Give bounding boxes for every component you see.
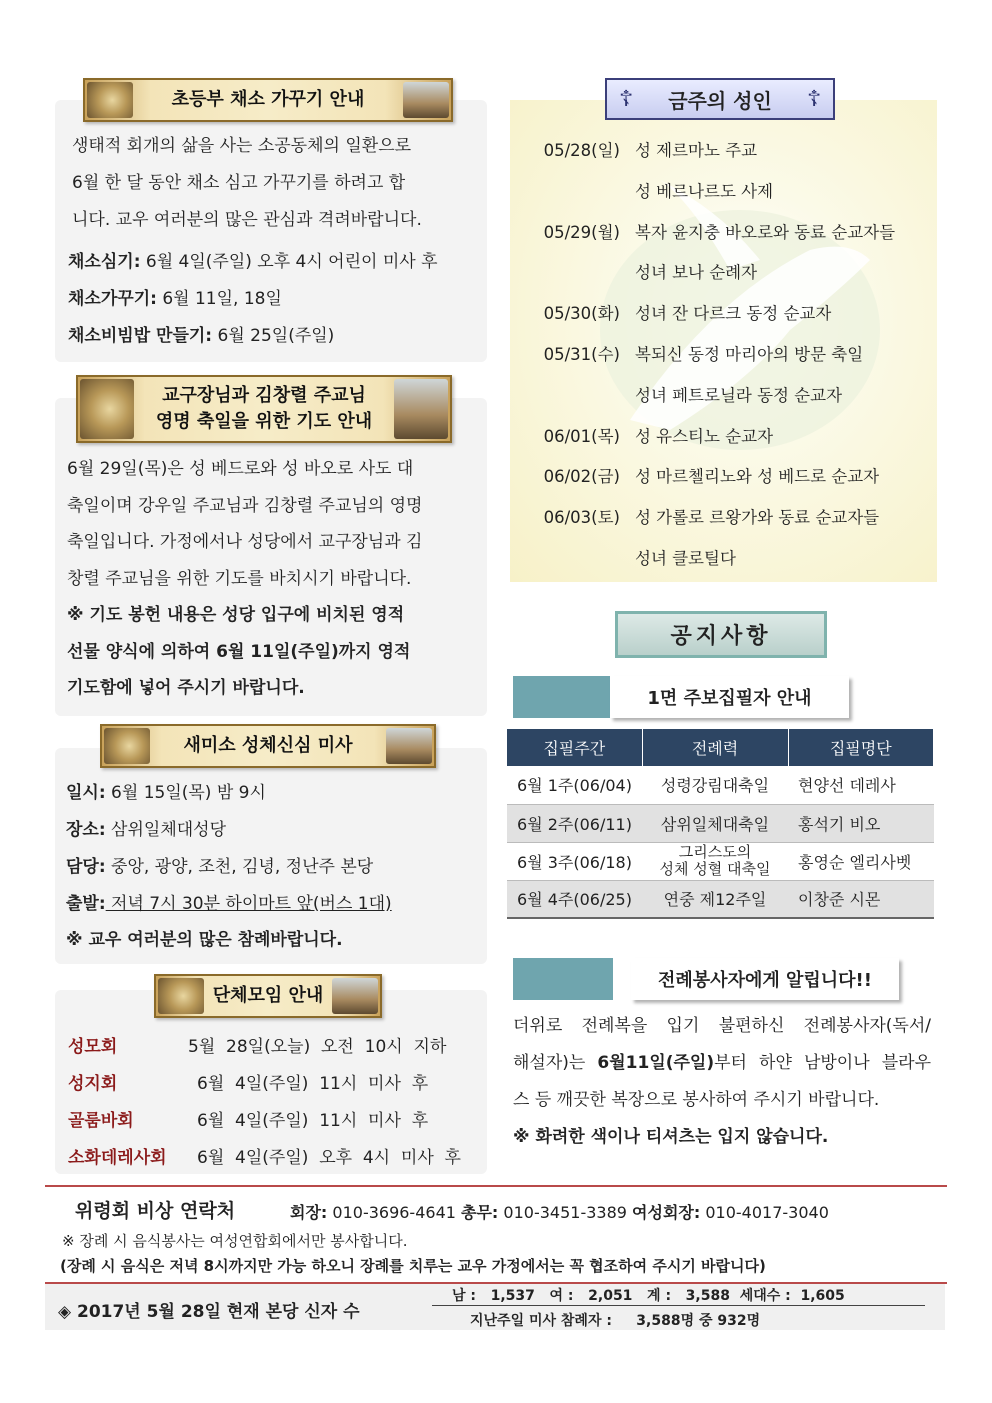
- servers-line: [513, 1045, 931, 1082]
- saint-date: 05/28(일): [543, 141, 620, 160]
- heading-bar: [513, 958, 613, 1000]
- groups-title-banner: [154, 974, 382, 1018]
- lamb-image-icon: [158, 978, 204, 1014]
- mass-item: [66, 852, 373, 877]
- saint-date: 06/02(금): [543, 467, 620, 487]
- table-header: 집필명단: [788, 729, 934, 766]
- saint-name: 성 유스티노 순교자: [635, 426, 774, 446]
- prayer-title-line: 영명 축일을 위한 기도 안내: [155, 411, 373, 432]
- table-cell: 삼위일체대축일: [642, 804, 788, 842]
- writers-heading: [513, 676, 849, 718]
- prayer-line: 창렬 주교님을 위한 기도를 바치시기 바랍니다.: [67, 568, 412, 589]
- veg-item-value: 6월 4일(주일) 오후 4시 어린이 미사 후: [140, 252, 438, 272]
- veg-item-label: 채소가꾸기:: [68, 289, 157, 309]
- lamb-image-icon: [87, 82, 133, 118]
- contact-label: 여성회장:: [632, 1203, 701, 1222]
- table-cell: 홍영순 엘리사벳: [788, 842, 934, 880]
- census-title: ◈ 2017년 5월 28일 현재 본당 신자 수: [58, 1302, 360, 1322]
- table-cell: 현양선 데레사: [788, 766, 934, 804]
- contact-title: 위령회 비상 연락처: [75, 1200, 236, 1222]
- veg-title-banner: [83, 78, 453, 122]
- servers-heading-label: 전례봉사자에게 알립니다!!: [631, 958, 899, 1000]
- veg-title: 초등부 채소 가꾸기 안내: [171, 89, 365, 110]
- mass-item-label: 일시:: [66, 783, 106, 803]
- writers-heading-label: 1면 주보집필자 안내: [610, 676, 849, 718]
- servers-line: 스 등 깨끗한 복장으로 봉사하여 주시기 바랍니다.: [513, 1090, 880, 1110]
- saint-row: [510, 545, 937, 575]
- contact-value: 010-3696-4641: [327, 1203, 462, 1222]
- veg-item-label: 채소심기:: [68, 252, 141, 272]
- contacts: [290, 1200, 829, 1223]
- prayer-line: 6월 29일(목)은 성 베드로와 성 바오로 사도 대: [67, 459, 414, 479]
- table-header: 전례력: [642, 729, 788, 766]
- jesus-image-icon: [403, 82, 449, 118]
- footer-divider: [45, 1185, 947, 1187]
- group-name: 성지회: [68, 1074, 118, 1094]
- table-row: [507, 842, 934, 880]
- table-cell: 이창준 시몬: [788, 880, 934, 918]
- census-underline: [432, 1305, 925, 1306]
- group-item: [68, 1143, 167, 1168]
- group-time: 5월 28일(오늘) 오전 10시 지하: [188, 1037, 447, 1057]
- group-item: [68, 1106, 134, 1131]
- cross-icon: ☦: [806, 87, 822, 112]
- census-counts: 남 : 1,537 여 : 2,051 계 : 3,588 세대수 : 1,605: [452, 1288, 845, 1304]
- cross-icon: ☦: [618, 87, 634, 112]
- mass-item: [66, 815, 226, 840]
- saint-row: [510, 423, 937, 453]
- saint-name: 복자 윤지충 바오로와 동료 순교자들: [635, 222, 896, 242]
- saint-name: 복되신 동정 마리아의 방문 축일: [635, 345, 864, 364]
- saint-row: [510, 382, 937, 412]
- saint-name: 성녀 페트로닐라 동정 순교자: [635, 385, 843, 405]
- saint-date: 05/30(화): [543, 304, 620, 324]
- saint-name: 성 마르첼리노와 성 베드로 순교자: [635, 467, 880, 487]
- lamb-image-icon: [104, 728, 150, 764]
- footer-note: ※ 장례 시 음식봉사는 여성연합회에서만 봉사합니다.: [62, 1232, 408, 1250]
- table-cell: 성령강림대축일: [642, 766, 788, 804]
- table-row: [507, 804, 934, 842]
- prayer-line: 축일입니다. 가정에서나 성당에서 교구장님과 김: [67, 532, 423, 552]
- prayer-title: [156, 383, 372, 435]
- group-time: 6월 4일(주일) 11시 미사 후: [197, 1074, 429, 1094]
- contact-value: 010-3451-3389: [498, 1203, 633, 1222]
- table-cell: 연중 제12주일: [642, 880, 788, 918]
- veg-intro-line: 6월 한 달 동안 채소 심고 가꾸기를 하려고 합: [72, 173, 406, 193]
- prayer-title-banner: [76, 375, 452, 443]
- veg-intro: [72, 128, 470, 239]
- servers-text: 부터 하얀 남방이나 블라우: [714, 1053, 931, 1073]
- servers-body: [513, 1008, 931, 1156]
- saint-name: 성 가롤로 르왕가와 동료 순교자들: [635, 508, 880, 528]
- saint-name: 성 제르마노 주교: [635, 141, 758, 160]
- veg-item-label: 채소비빔밥 만들기:: [68, 326, 213, 346]
- saint-row: [510, 504, 937, 534]
- writers-table: [507, 729, 934, 919]
- veg-intro-line: 니다. 교우 여러분의 많은 관심과 격려바랍니다.: [72, 210, 422, 230]
- contact-value: 010-4017-3040: [700, 1203, 829, 1222]
- contact-label: 총무:: [461, 1203, 499, 1222]
- jesus-image-icon: [332, 978, 378, 1014]
- groups-title: 단체모임 안내: [212, 985, 324, 1006]
- saint-row: [510, 219, 937, 249]
- mass-title-banner: [100, 724, 436, 768]
- group-time: 6월 4일(주일) 오후 4시 미사 후: [197, 1148, 461, 1168]
- servers-note: ※ 화려한 색이나 티셔츠는 입지 않습니다.: [513, 1127, 829, 1147]
- table-cell: 6월 1주(06/04): [507, 766, 642, 804]
- servers-line: 더위로 전례복을 입기 불편하신 전례봉사자(독서/: [513, 1016, 931, 1036]
- veg-item-value: 6월 25일(주일): [212, 326, 335, 346]
- saint-row: [510, 463, 937, 493]
- saint-row: [510, 178, 937, 208]
- table-row: [507, 766, 934, 804]
- mass-title: 새미소 성체신심 미사: [183, 735, 353, 756]
- mass-item-label: 담당:: [66, 857, 106, 877]
- jesus-image-icon: [394, 379, 448, 439]
- prayer-bold-line: ※ 기도 봉헌 내용은 성당 입구에 비치된 영적: [67, 605, 405, 625]
- veg-item: [68, 284, 282, 309]
- veg-item: [68, 321, 334, 346]
- lamb-image-icon: [80, 379, 134, 439]
- veg-item: [68, 247, 438, 272]
- saint-row: [510, 341, 937, 371]
- saint-name: 성녀 잔 다르크 동정 순교자: [635, 304, 832, 324]
- table-row: [507, 880, 934, 918]
- mass-item-value: 중앙, 광양, 조천, 김녕, 정난주 본당: [105, 857, 374, 877]
- servers-date: 6월11일(주일): [597, 1053, 715, 1073]
- group-name: 골룸바회: [68, 1111, 134, 1131]
- group-name: 소화데레사회: [68, 1148, 167, 1168]
- group-item: [68, 1032, 117, 1057]
- prayer-bold-line: 기도함에 넣어 주시기 바랍니다.: [67, 678, 305, 698]
- saint-date: 05/29(월): [543, 222, 620, 242]
- servers-heading: [513, 958, 899, 1000]
- table-cell: 그리스도의 성체 성혈 대축일: [642, 842, 788, 880]
- saint-date: 05/31(수): [543, 345, 620, 364]
- saints-title: 금주의 성인: [668, 88, 772, 113]
- mass-item: [66, 778, 266, 803]
- prayer-bold-line: 선물 양식에 의하여 6월 11일(주일)까지 영적: [67, 641, 411, 662]
- mass-item-value: 삼위일체대성당: [105, 820, 227, 840]
- table-cell: 6월 2주(06/11): [507, 804, 642, 842]
- prayer-title-line: 교구장님과 김창렬 주교님: [162, 385, 366, 406]
- notice-title: 공지사항: [615, 611, 827, 658]
- mass-item-label: 출발:: [66, 894, 106, 914]
- mass-item: [66, 889, 392, 914]
- table-cell: 6월 4주(06/25): [507, 880, 642, 918]
- heading-bar: [513, 676, 613, 718]
- mass-item-value: 저녁 7시 30분 하이마트 앞(버스 1대): [105, 894, 392, 914]
- table-header: 집필주간: [507, 729, 642, 766]
- prayer-body: [67, 451, 471, 707]
- servers-text: 해설자)는: [513, 1053, 598, 1073]
- saint-row: [510, 137, 937, 167]
- saint-date: 06/01(목): [543, 426, 620, 446]
- mass-item-label: 장소:: [66, 820, 106, 840]
- saint-name: 성녀 보나 순례자: [635, 263, 758, 283]
- mass-note: ※ 교우 여러분의 많은 참례바랍니다.: [66, 930, 343, 950]
- contact-label: 회장:: [290, 1203, 328, 1222]
- saint-name: 성녀 클로틸다: [635, 549, 736, 568]
- jesus-image-icon: [386, 728, 432, 764]
- saint-row: [510, 300, 937, 330]
- table-cell: 6월 3주(06/18): [507, 842, 642, 880]
- prayer-line: 축일이며 강우일 주교님과 김창렬 주교님의 영명: [67, 495, 423, 516]
- group-item: [68, 1069, 117, 1094]
- footer-note: (장례 시 음식은 저녁 8시까지만 가능 하오니 장례를 치루는 교우 가정에서는 꼭 협조하여 주시기 바랍니다): [60, 1257, 766, 1275]
- table-cell: 홍석기 비오: [788, 804, 934, 842]
- mass-item-value: 6월 15일(목) 밤 9시: [105, 783, 266, 803]
- veg-item-value: 6월 11일, 18일: [156, 289, 282, 309]
- veg-intro-line: 생태적 회개의 삶을 사는 소공동체의 일환으로: [72, 136, 412, 156]
- group-time: 6월 4일(주일) 11시 미사 후: [197, 1111, 429, 1131]
- census-attendance: 지난주일 미사 참례자 : 3,588명 중 932명: [470, 1313, 761, 1329]
- saint-row: [510, 259, 937, 289]
- saint-name: 성 베르나르도 사제: [635, 181, 774, 201]
- group-name: 성모회: [68, 1037, 118, 1057]
- saint-date: 06/03(토): [543, 508, 620, 528]
- saints-title-box: [605, 78, 835, 120]
